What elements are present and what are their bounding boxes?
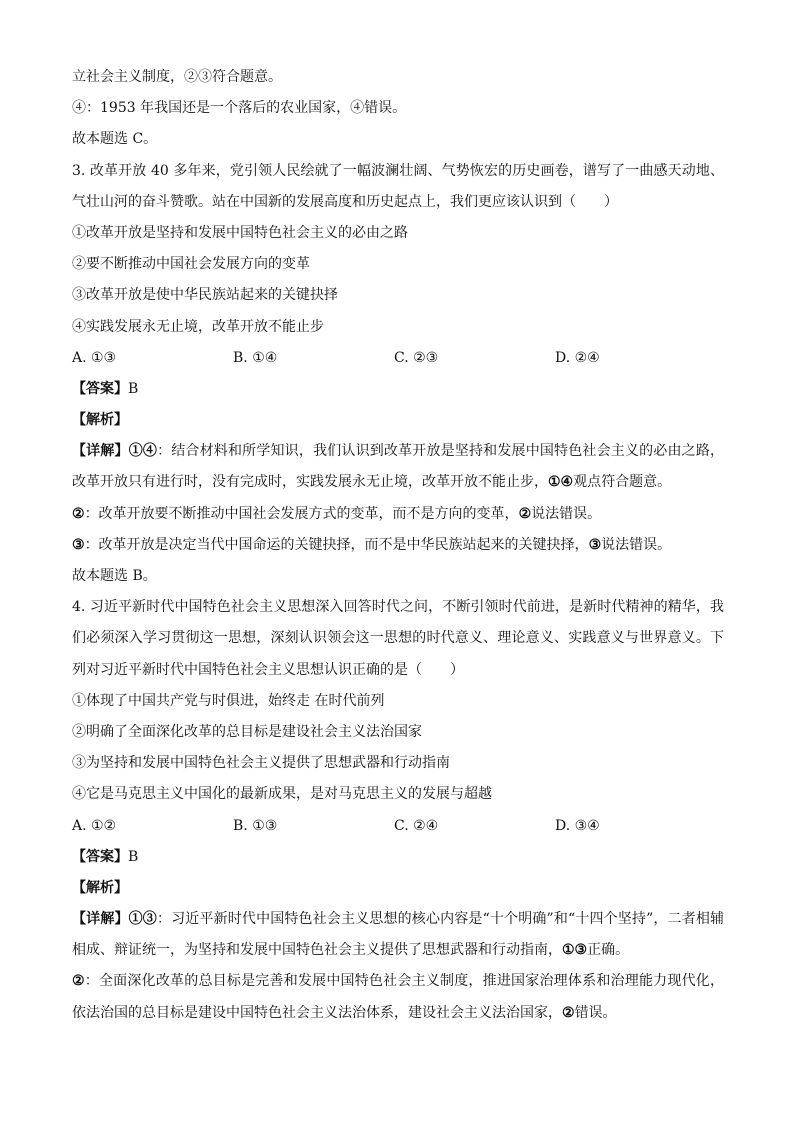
analysis-line: [72, 405, 724, 436]
statement-item: ②明确了全面深化改革的总目标是建设社会主义法治国家: [72, 723, 422, 740]
answer-line: [72, 842, 724, 873]
question-3: [72, 156, 724, 593]
detail-marker: ①③: [562, 942, 588, 959]
detail-line: [72, 998, 724, 1029]
analysis-line: [72, 873, 724, 904]
detail-text: 观点符合题意。: [573, 474, 672, 491]
detail-line: [72, 467, 724, 498]
detail-marker: ①④: [128, 443, 158, 460]
detail-marker: ①④: [548, 474, 574, 491]
text-line: ④：1953 年我国还是一个落后的农业国家，④错误。: [72, 100, 407, 117]
detail-text: 说法错误。: [601, 536, 672, 553]
answer-line: [72, 374, 724, 405]
question-stem: 们必须深入学习贯彻这一思想，深刻认识领会这一思想的时代意义、理论意义、实践意义与世界意义。下: [72, 630, 724, 647]
detail-marker: ③: [588, 536, 602, 553]
detail-marker: ②: [562, 1004, 575, 1021]
question-stem: 3. 改革开放 40 多年来，党引领人民绘就了一幅波澜壮阔、气势恢宏的历史画卷，谱写了一曲感天动地、: [72, 162, 724, 179]
statement-item: ②要不断推动中国社会发展方向的变革: [72, 256, 310, 273]
detail-text: ：全面深化改革的总目标是完善和发展中国特色社会主义制度，推进国家治理体系和治理能力现代化，: [84, 973, 724, 990]
detail-text: 错误。: [574, 1004, 617, 1021]
option-b: B. ①③: [233, 817, 278, 834]
detail-text: ：结合材料和所学知识，我们认识到改革开放是坚持和发展中国特色社会主义的必由之路，: [157, 443, 724, 460]
answer-value: B: [128, 380, 139, 397]
option-a: A. ①③: [72, 349, 117, 366]
detail-marker: ②: [518, 505, 532, 522]
detail-line: [72, 499, 724, 530]
option-d: D. ②④: [555, 349, 600, 366]
detail-text: 说法错误。: [531, 505, 602, 522]
text-line: 故本题选 C。: [72, 131, 158, 148]
answer-value: B: [128, 848, 139, 865]
answer-label: 【答案】: [72, 848, 128, 865]
detail-text: 改革开放只有进行时，没有完成时，实践发展永无止境，改革开放不能止步，: [72, 474, 548, 491]
question-stem: 4. 习近平新时代中国特色社会主义思想深入回答时代之问，不断引领时代前进，是新时代精神的精华，我: [72, 599, 724, 616]
statement-item: ③为坚持和发展中国特色社会主义提供了思想武器和行动指南: [72, 755, 450, 772]
option-c: C. ②④: [394, 817, 439, 834]
detail-text: 依法治国的总目标是建设中国特色社会主义法治体系，建设社会主义法治国家，: [72, 1004, 562, 1021]
question-stem: 列对习近平新时代中国特色社会主义思想认识正确的是（ ）: [72, 661, 464, 678]
detail-text: 相成、辩证统一，为坚持和发展中国特色社会主义提供了思想武器和行动指南，: [72, 942, 562, 959]
statement-item: ①体现了中国共产党与时俱进，始终走 在时代前列: [72, 692, 385, 709]
detail-marker: ②: [72, 973, 85, 990]
detail-line: [72, 966, 724, 997]
detail-marker: ①③: [128, 911, 157, 928]
option-a: A. ①②: [72, 817, 117, 834]
detail-label: 【详解】: [72, 911, 129, 928]
detail-line: [72, 904, 724, 935]
detail-text: ：改革开放是决定当代中国命运的关键抉择，而不是中华民族站起来的关键抉择，: [84, 536, 589, 553]
option-d: D. ③④: [555, 817, 600, 834]
detail-marker: ③: [72, 536, 85, 553]
document-page: [72, 62, 724, 1029]
statement-item: ④它是马克思主义中国化的最新成果，是对马克思主义的发展与超越: [72, 786, 492, 803]
detail-marker: ②: [72, 505, 85, 522]
detail-text: 正确。: [587, 942, 630, 959]
conclusion-line: 故本题选 B。: [72, 568, 157, 584]
text-line: 立社会主义制度，②③符合题意。: [72, 69, 282, 85]
analysis-label: 【解析】: [72, 412, 128, 429]
answer-options: [72, 343, 724, 374]
detail-line: [72, 935, 724, 966]
statement-item: ③改革开放是使中华民族站起来的关键抉择: [72, 287, 338, 304]
option-b: B. ①④: [233, 349, 278, 366]
detail-line: [72, 530, 724, 561]
detail-line: [72, 436, 724, 467]
answer-options: [72, 811, 724, 842]
statement-item: ①改革开放是坚持和发展中国特色社会主义的必由之路: [72, 224, 408, 241]
option-c: C. ②③: [394, 349, 439, 366]
statement-item: ④实践发展永无止境，改革开放不能止步: [72, 318, 324, 335]
question-4: [72, 592, 724, 1029]
detail-text: ：习近平新时代中国特色社会主义思想的核心内容是“十个明确”和“十四个坚持”，二者相辅: [156, 911, 724, 928]
answer-label: 【答案】: [72, 380, 128, 397]
detail-label: 【详解】: [72, 443, 129, 460]
detail-text: ：改革开放要不断推动中国社会发展方式的变革，而不是方向的变革，: [84, 505, 519, 522]
question-stem: 气壮山河的奋斗赞歌。站在中国新的发展高度和历史起点上，我们更应该认识到（ ）: [72, 193, 618, 210]
analysis-label: 【解析】: [72, 879, 128, 896]
